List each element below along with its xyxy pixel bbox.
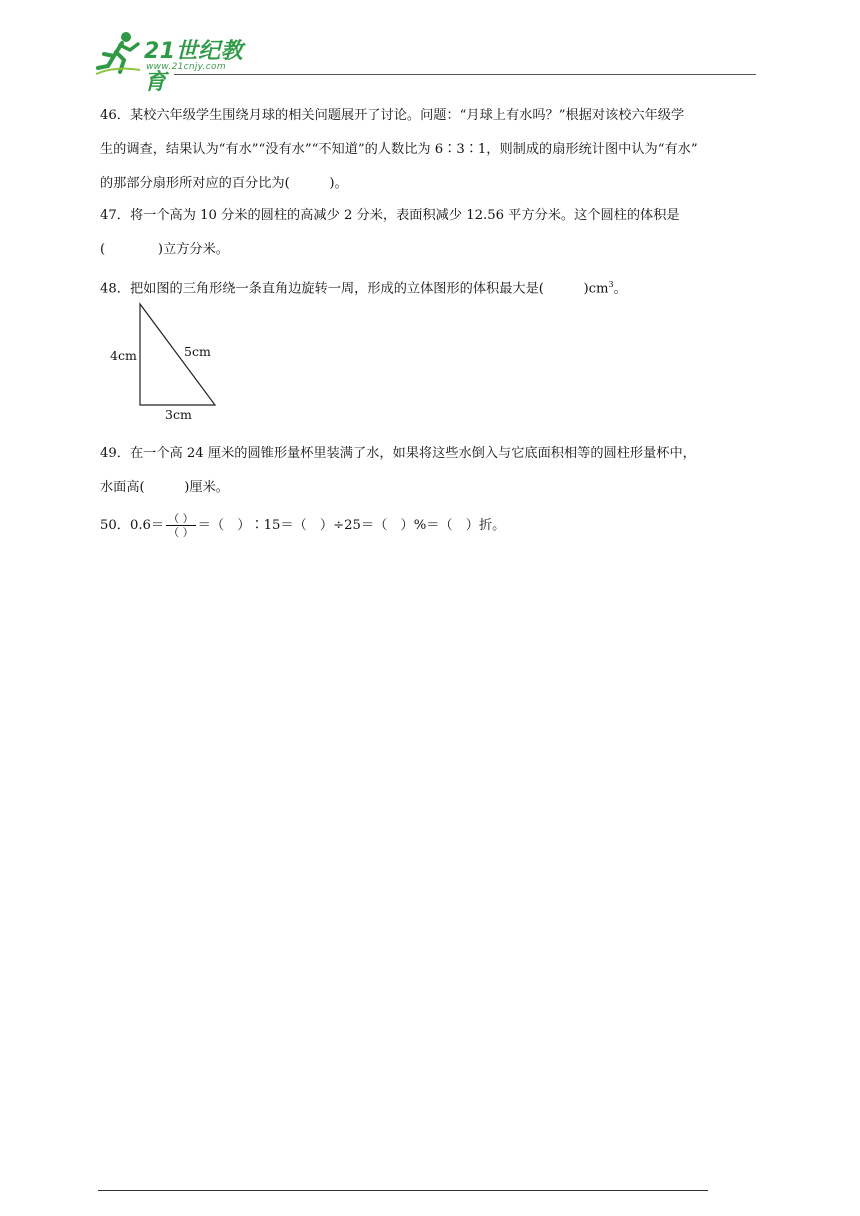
question-46-line-3: 的那部分扇形所对应的百分比为( )。 <box>100 176 348 191</box>
fraction-denominator: （ ） <box>168 526 194 539</box>
question-46-line-2: 生的调查，结果认为“有水”“没有水”“不知道”的人数比为 6∶3∶1，则制成的扇形统计图中认为“有水” <box>100 142 698 157</box>
question-46 <box>100 104 760 195</box>
question-50-start: 50．0.6＝ <box>100 518 165 533</box>
bottom-side-label: 3cm <box>165 407 192 422</box>
footer-divider <box>98 1190 708 1191</box>
question-47 <box>100 204 760 261</box>
logo-url: www.21cnjy.com <box>146 62 226 72</box>
question-47-line-1: 47．将一个高为 10 分米的圆柱的高减少 2 分米，表面积减少 12.56 平方分米。这个圆柱的体积是 <box>100 208 680 223</box>
fraction-numerator: （ ） <box>168 512 194 525</box>
header-divider <box>174 74 756 75</box>
question-49 <box>100 442 760 499</box>
question-47-line-2: ( )立方分米。 <box>100 242 229 257</box>
runner-logo-icon <box>94 30 144 76</box>
question-49-line-1: 49．在一个高 24 厘米的圆锥形量杯里装满了水，如果将这些水倒入与它底面积相等的圆柱形量杯中， <box>100 446 696 461</box>
question-48-text: 48．把如图的三角形绕一条直角边旋转一周，形成的立体图形的体积最大是( )cm <box>100 281 609 297</box>
triangle-figure <box>108 300 228 426</box>
question-48-end: 。 <box>613 281 627 297</box>
logo-text: 21世纪教育 <box>144 39 244 95</box>
question-50-rest: ＝（ ）∶15＝（ ）÷25＝（ ）%＝（ ）折。 <box>197 518 506 533</box>
cubic-superscript: 3 <box>608 280 614 289</box>
fraction <box>166 512 196 539</box>
left-side-label: 4cm <box>110 348 137 363</box>
question-48 <box>100 273 760 300</box>
question-49-line-2: 水面高( )厘米。 <box>100 480 229 495</box>
page-header <box>94 30 756 95</box>
question-46-line-1: 46．某校六年级学生围绕月球的相关问题展开了讨论。问题：“月球上有水吗？”根据对该校六年级学 <box>100 108 685 123</box>
logo <box>94 30 264 95</box>
question-50 <box>100 512 760 539</box>
hypotenuse-label: 5cm <box>184 344 211 359</box>
